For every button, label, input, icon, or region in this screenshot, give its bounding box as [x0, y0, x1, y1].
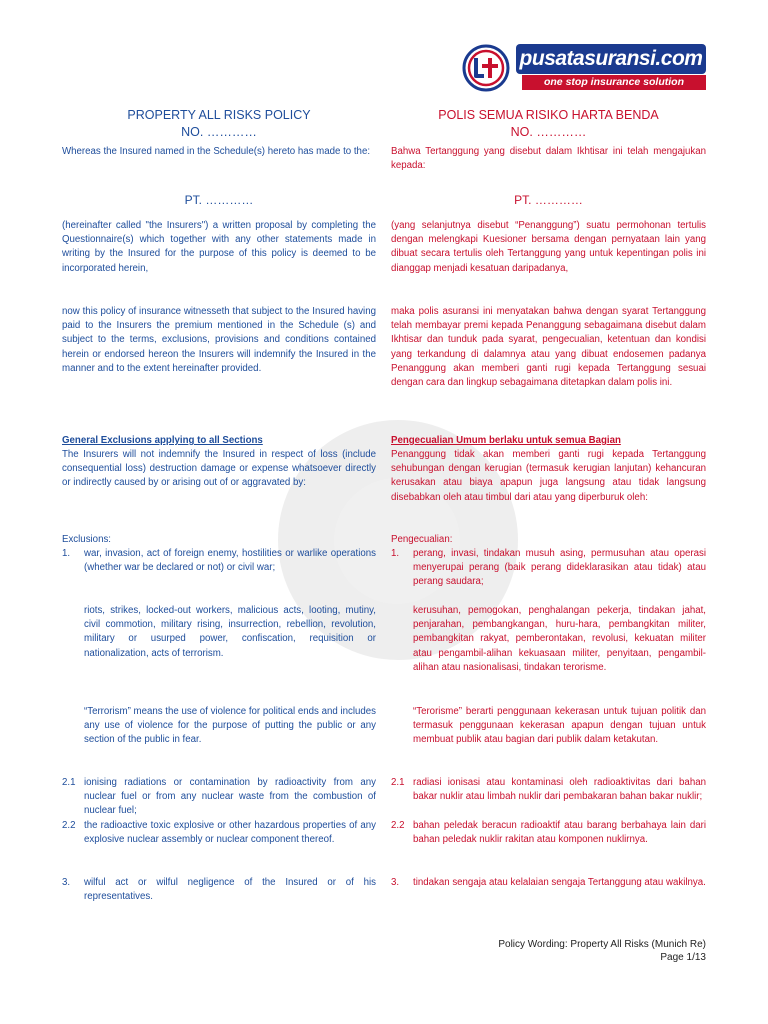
right-witnesseth: maka polis asuransi ini menyatakan bahwa dengan syarat Tertanggung telah membayar premi kepada Penanggung sebagaimana disebut dalam Ikhtisar dan tunduk pada syarat, pengecualian, ketentuan dan kondisi yang terkandung di dalamnya atau yang dibuat endosemen padanya Penanggung akan memberi ganti rugi kepada Tertanggung sesuai dengan cara dan lingkup sebagaimana ditetapkan dalam polis ini. — [391, 306, 706, 389]
right-exclusions-label: Pengecualian: — [391, 534, 453, 545]
right-hereinafter: (yang selanjutnya disebut “Penanggung”) suatu permohonan tertulis dengan melengkapi Kuesioner bersama dengan pernyataan lain yang dibuat secara tertulis oleh Tertanggung yang untuk kepentingan polis ini dianggap menjadi kesatuan daripadanya, — [391, 220, 706, 274]
left-insurer-pt: PT. ………… — [184, 193, 254, 207]
left-hereinafter: (hereinafter called "the Insurers") a written proposal by completing the Questionnaire(s) which together with any other statements made in writing by the Insured for the purpose of this policy is deemed to be incorporated herein, — [62, 220, 376, 274]
item-text: riots, strikes, locked-out workers, malicious acts, looting, mutiny, civil commotion, military rising, insurrection, rebellion, revolution, military or usurped power, confiscation, requisition or nationalization, acts of terrorism. — [84, 605, 376, 659]
logo-badge-icon — [462, 44, 510, 92]
right-insurer-pt: PT. ………… — [514, 193, 583, 207]
left-general-exclusions-heading: General Exclusions applying to all Sections — [62, 435, 263, 446]
left-exclusion-item — [62, 604, 376, 661]
left-general-exclusions-text: The Insurers will not indemnify the Insured in respect of loss (include consequential loss) destruction damage or expense whatsoever directly or indirectly caused by or arising out of or aggravated by: — [62, 449, 376, 489]
left-exclusion-item — [62, 705, 376, 748]
item-text: the radioactive toxic explosive or other hazardous properties of any explosive nuclear assembly or nuclear component thereof. — [84, 820, 376, 846]
item-text: wilful act or wilful negligence of the Insured or of his representatives. — [84, 877, 376, 903]
item-text: bahan peledak beracun radioaktif atau barang berbahaya lain dari bahan peledak nuklir rakitan atau komponen nuklirnya. — [413, 820, 706, 846]
left-policy-number: NO. ………… — [181, 125, 257, 139]
footer-page-number: Page 1/13 — [660, 952, 706, 963]
logo-wordmark: pusatasuransi.com — [516, 44, 706, 74]
item-text: “Terrorism” means the use of violence for political ends and includes any use of violence for the purpose of putting the public or any section of the public in fear. — [84, 706, 376, 746]
left-title: PROPERTY ALL RISKS POLICY — [127, 108, 311, 122]
right-title: POLIS SEMUA RISIKO HARTA BENDA — [438, 108, 659, 122]
item-number: 2.2 — [391, 820, 405, 831]
left-witnesseth: now this policy of insurance witnesseth that subject to the Insured having paid to the Insurers the premium mentioned in the Schedule (s) and subject to the terms, exclusions, provisions and conditions contained herein or endorsed hereon the Insurers will indemnify the Insured in the manner and to the extent hereinafter provided. — [62, 306, 376, 374]
right-policy-number: NO. ………… — [510, 125, 587, 139]
item-text: “Terorisme” berarti penggunaan kekerasan untuk tujuan politik dan termasuk penggunaan kekerasan apapun dengan tujuan untuk membuat publik atau bagian dari publik dalam ketakutan. — [413, 706, 706, 746]
item-text: ionising radiations or contamination by radioactivity from any nuclear fuel or from any nuclear waste from the combustion of nuclear fuel; — [84, 777, 376, 817]
left-exclusion-item — [62, 876, 376, 904]
right-exclusion-item — [391, 776, 706, 804]
item-number: 2.2 — [62, 820, 76, 831]
left-exclusion-item — [62, 819, 376, 847]
left-exclusion-item — [62, 776, 376, 819]
item-number: 2.1 — [62, 777, 76, 788]
item-text: kerusuhan, pemogokan, penghalangan pekerja, tindakan jahat, penjarahan, pembangkangan, huru-hara, pembangkitan militer, pembangkitan rakyat, pemberontakan, revolusi, kekuatan militer atau pengambil-alihan kekuasaan militer, penyitaan, pengambil-alihan atau nasionalisasi, tindakan terorisme. — [413, 605, 706, 673]
item-number: 2.1 — [391, 777, 405, 788]
right-exclusion-item — [391, 547, 706, 590]
left-whereas: Whereas the Insured named in the Schedule(s) hereto has made to the: — [62, 146, 371, 157]
item-text: tindakan sengaja atau kelalaian sengaja Tertanggung atau wakilnya. — [413, 877, 706, 888]
footer-policy-wording: Policy Wording: Property All Risks (Munich Re) — [498, 939, 706, 950]
right-general-exclusions-text: Penanggung tidak akan memberi ganti rugi kepada Tertanggung sehubungan dengan kerugian (termasuk kerugian lanjutan) kehancuran kerusakan atau biaya apapun juga langsung atau tidak langsung disebabkan oleh atau timbul dari atau yang diperburuk oleh: — [391, 449, 706, 503]
right-exclusion-item — [391, 819, 706, 847]
brand-logo[interactable] — [458, 42, 710, 94]
item-number: 3. — [62, 877, 71, 888]
left-exclusion-item — [62, 547, 376, 575]
right-exclusion-item — [391, 705, 706, 748]
item-text: perang, invasi, tindakan musuh asing, permusuhan atau operasi menyerupai perang (baik perang dideklarasikan atau tidak) atau perang saudara; — [413, 548, 706, 588]
item-text: war, invasion, act of foreign enemy, hostilities or warlike operations (whether war be declared or not) or civil war; — [84, 548, 376, 574]
item-number: 3. — [391, 877, 400, 888]
right-exclusion-item — [391, 876, 706, 890]
right-general-exclusions-heading: Pengecualian Umum berlaku untuk semua Bagian — [391, 435, 621, 446]
logo-tagline: one stop insurance solution — [522, 75, 706, 90]
right-exclusion-item — [391, 604, 706, 675]
page-footer — [430, 938, 706, 964]
left-exclusions-label: Exclusions: — [62, 534, 111, 545]
item-text: radiasi ionisasi atau kontaminasi oleh radioaktivitas dari bahan bakar nuklir atau limbah nuklir dari pembakaran bahan bakar nuklir; — [413, 777, 706, 803]
item-number: 1. — [391, 548, 400, 559]
right-whereas: Bahwa Tertanggung yang disebut dalam Ikhtisar ini telah mengajukan kepada: — [391, 146, 706, 172]
item-number: 1. — [62, 548, 71, 559]
